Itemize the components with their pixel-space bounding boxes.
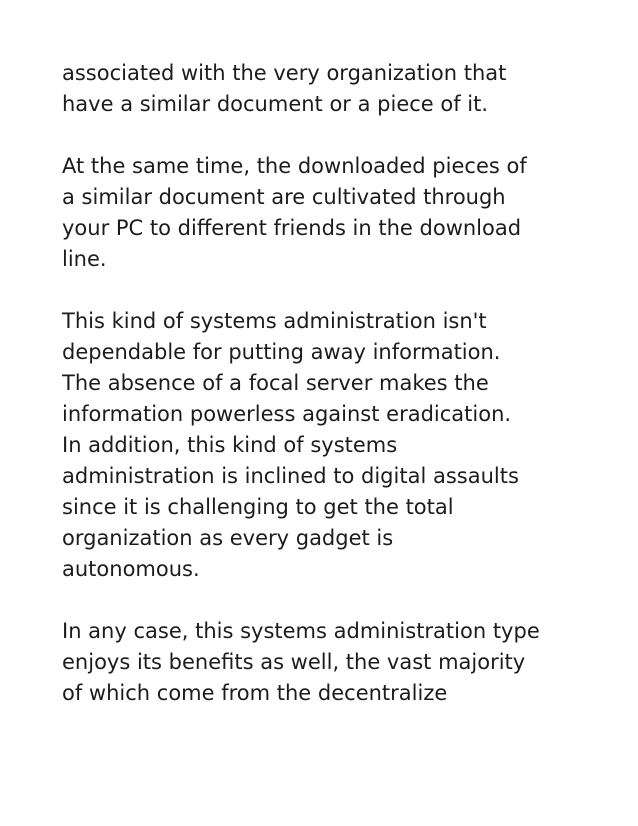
- text-line: a similar document are cultivated through: [62, 185, 506, 209]
- text-line: organization as every gadget is: [62, 526, 394, 550]
- paragraph-1: [62, 58, 602, 120]
- paragraph-4: [62, 616, 602, 709]
- text-line: In addition, this kind of systems: [62, 433, 398, 457]
- text-line: dependable for putting away information.: [62, 340, 501, 364]
- paragraph-3: [62, 306, 602, 585]
- text-line: line.: [62, 247, 107, 271]
- text-line: The absence of a focal server makes the: [62, 371, 489, 395]
- text-line: autonomous.: [62, 557, 200, 581]
- text-line: your PC to different friends in the download: [62, 216, 522, 240]
- text-line: administration is inclined to digital assaults: [62, 464, 519, 488]
- body-text: [62, 58, 602, 709]
- paragraph-2: [62, 151, 602, 275]
- text-line: of which come from the decentralize: [62, 681, 448, 705]
- text-line: In any case, this systems administration type: [62, 619, 540, 643]
- text-line: since it is challenging to get the total: [62, 495, 454, 519]
- text-line: have a similar document or a piece of it.: [62, 92, 489, 116]
- text-line: enjoys its benefits as well, the vast majority: [62, 650, 526, 674]
- text-line: At the same time, the downloaded pieces of: [62, 154, 527, 178]
- text-line: This kind of systems administration isn't: [62, 309, 487, 333]
- text-line: information powerless against eradication.: [62, 402, 512, 426]
- text-line: associated with the very organization that: [62, 61, 507, 85]
